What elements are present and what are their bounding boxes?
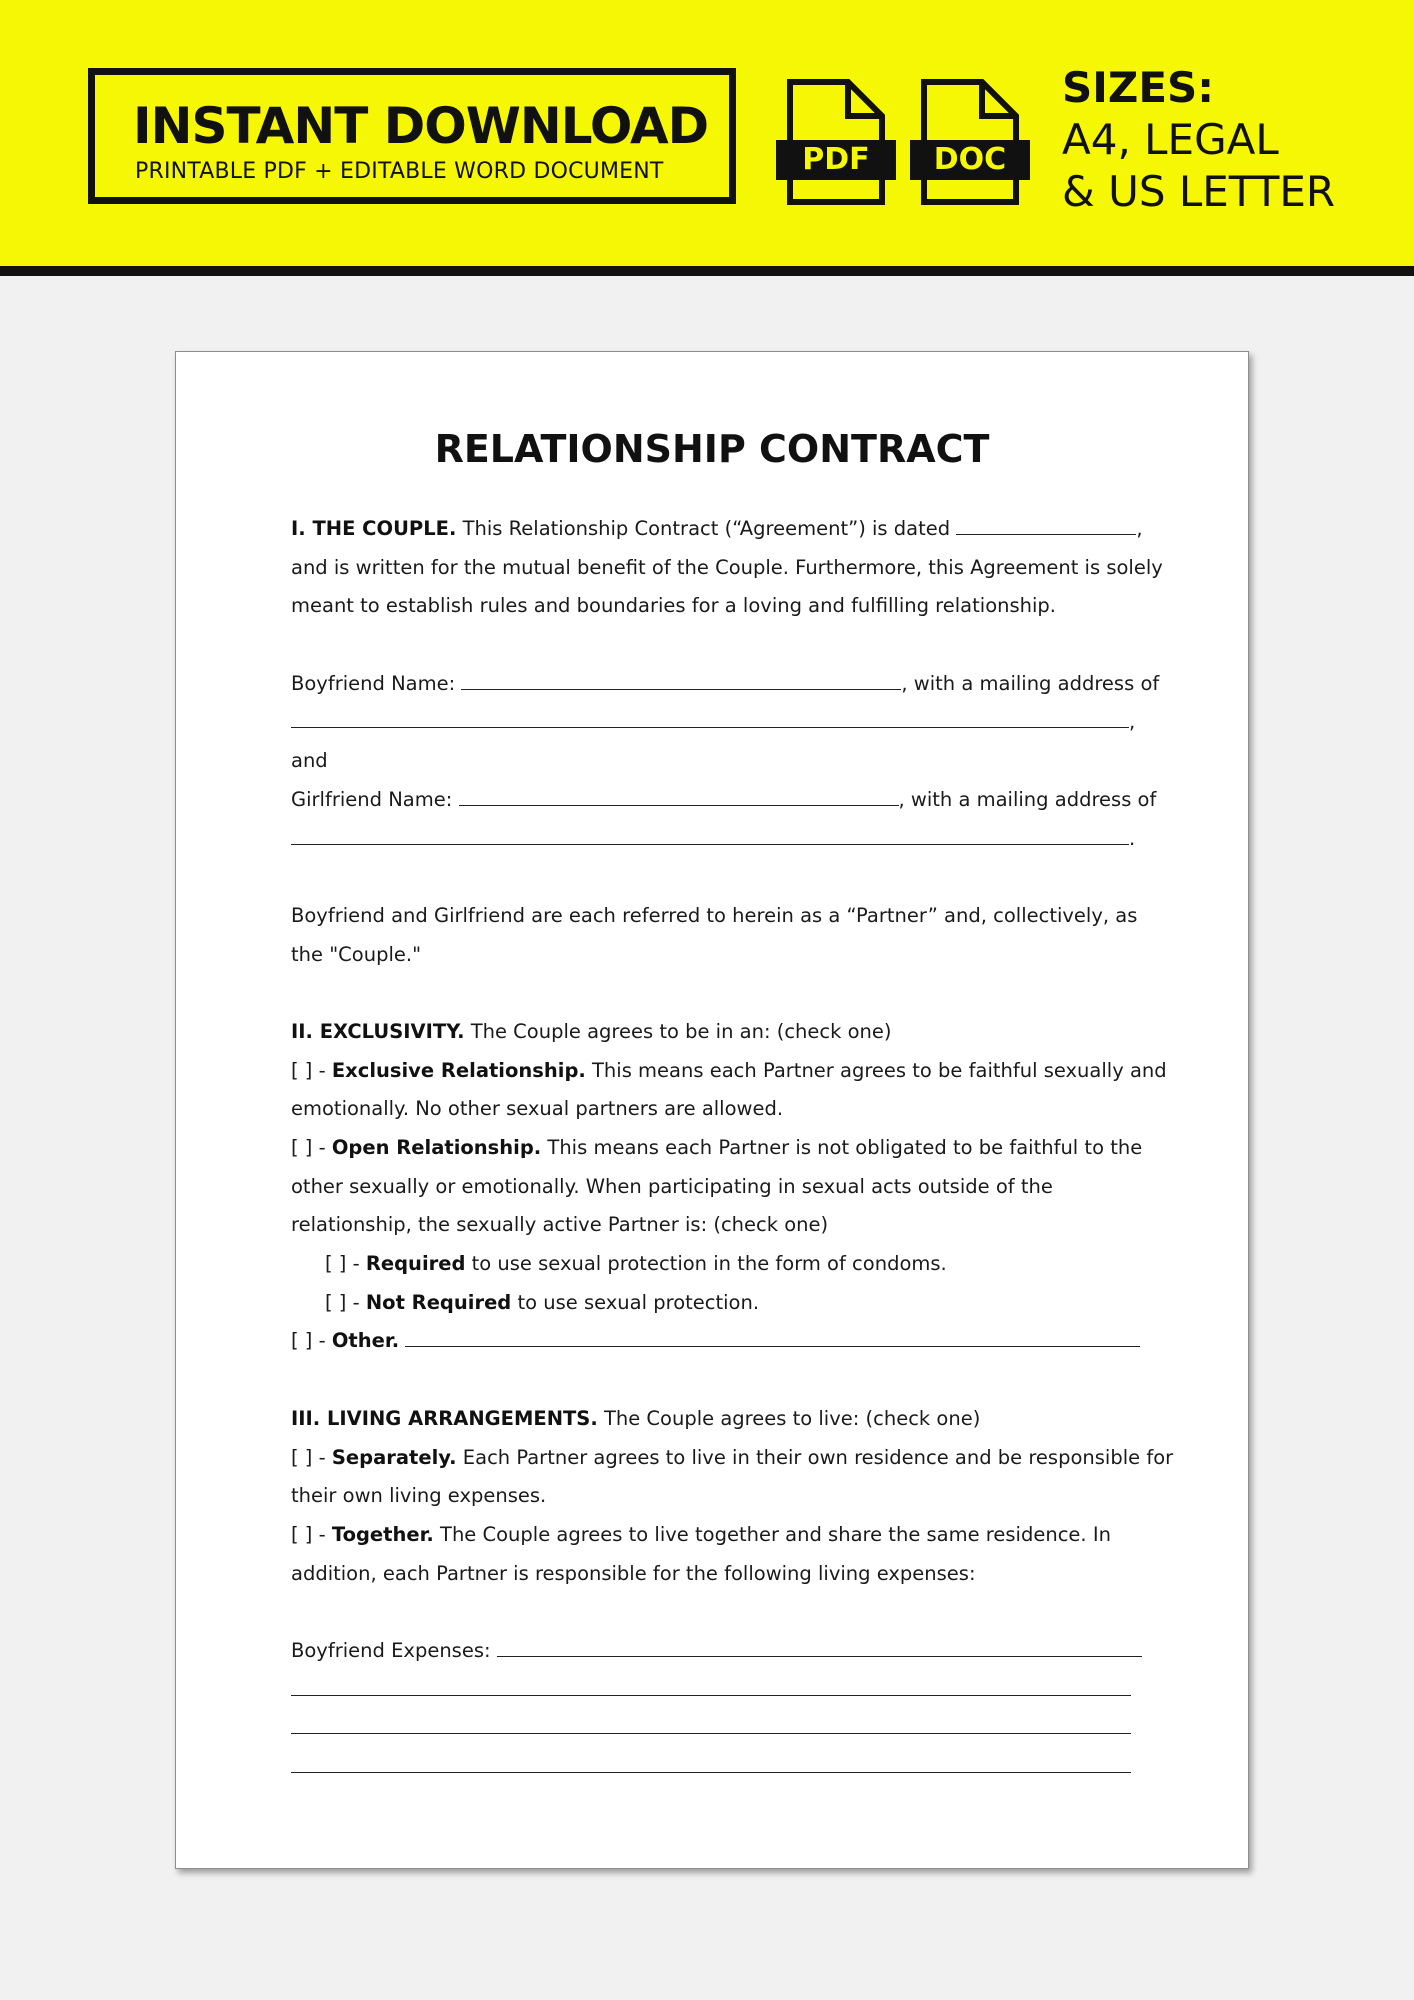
expenses-line-2: [291, 1671, 1141, 1710]
open-text-3: relationship, the sexually active Partner is: (check one): [291, 1213, 829, 1237]
girlfriend-address-blank[interactable]: [291, 824, 1129, 845]
expenses-blank-3[interactable]: [291, 1713, 1131, 1734]
boyfriend-expenses-blank[interactable]: [497, 1636, 1142, 1657]
section-1-heading: I. THE COUPLE.: [291, 517, 457, 540]
other-blank[interactable]: [405, 1326, 1140, 1347]
separately-checkbox[interactable]: [ ] -: [291, 1445, 326, 1469]
together-text-2: addition, each Partner is responsible for the following living expenses:: [291, 1561, 976, 1585]
sizes-info: [1062, 62, 1335, 218]
other-checkbox[interactable]: [ ] -: [291, 1329, 326, 1353]
exclusive-option: [ ] - Exclusive Relationship. This means each Partner agrees to be faithful sexually and: [291, 1058, 1167, 1082]
girlfriend-address-line: .: [291, 820, 1141, 859]
instant-download-subtitle: PRINTABLE PDF + EDITABLE WORD DOCUMENT: [135, 159, 664, 184]
document-page: [175, 351, 1249, 1869]
together-option: [ ] - Together. The Couple agrees to live together and share the same residence. In: [291, 1522, 1111, 1546]
open-checkbox[interactable]: [ ] -: [291, 1136, 326, 1159]
pdf-label: PDF: [776, 140, 896, 180]
couple-line-3: meant to establish rules and boundaries for a loving and fulfilling relationship.: [291, 594, 1056, 618]
sizes-line-1: A4, LEGAL: [1062, 115, 1279, 164]
expenses-blank-2[interactable]: [291, 1675, 1131, 1696]
promo-banner: [0, 0, 1414, 276]
exclusivity-heading-line: II. EXCLUSIVITY. The Couple agrees to be in an: (check one): [291, 1019, 892, 1043]
expenses-line-4: [291, 1748, 1141, 1787]
boyfriend-name-line: Boyfriend Name: , with a mailing address of: [291, 665, 1141, 704]
couple-line-2: and is written for the mutual benefit of the Couple. Furthermore, this Agreement is solely: [291, 555, 1163, 579]
required-option: [ ] - Required to use sexual protection in the form of condoms.: [325, 1252, 947, 1276]
required-checkbox[interactable]: [ ] -: [325, 1252, 360, 1276]
partner-definition-2: the "Couple.": [291, 942, 422, 966]
boyfriend-name-blank[interactable]: [461, 669, 901, 690]
expenses-blank-4[interactable]: [291, 1752, 1131, 1773]
girlfriend-name-blank[interactable]: [459, 785, 899, 806]
sizes-heading: SIZES:: [1062, 63, 1215, 112]
separately-text-2: their own living expenses.: [291, 1484, 547, 1508]
exclusive-checkbox[interactable]: [ ] -: [291, 1058, 326, 1082]
boyfriend-address-blank[interactable]: [291, 707, 1129, 728]
instant-download-title: INSTANT DOWNLOAD: [133, 97, 709, 155]
separately-option: [ ] - Separately. Each Partner agrees to live in their own residence and be responsible for: [291, 1445, 1174, 1469]
other-option: [ ] - Other.: [291, 1322, 1141, 1361]
couple-line-1: I. THE COUPLE. This Relationship Contract (“Agreement”) is dated ,: [291, 510, 1141, 549]
open-option: [ ] - Open Relationship. This means each Partner is not obligated to be faithful to the: [291, 1136, 1143, 1159]
instant-download-box: [88, 68, 736, 204]
sizes-line-2: & US LETTER: [1062, 167, 1336, 216]
document-body: [291, 510, 1174, 1787]
living-heading-line: III. LIVING ARRANGEMENTS. The Couple agrees to live: (check one): [291, 1406, 981, 1430]
pdf-file-icon: [776, 78, 896, 206]
boyfriend-expenses-line: Boyfriend Expenses:: [291, 1632, 1141, 1671]
partner-definition-1: Boyfriend and Girlfriend are each referred to herein as a “Partner” and, collectively, as: [291, 903, 1138, 927]
girlfriend-name-line: Girlfriend Name: , with a mailing address of: [291, 781, 1141, 820]
expenses-line-3: [291, 1709, 1141, 1748]
and-text: and: [291, 749, 328, 773]
not-required-checkbox[interactable]: [ ] -: [325, 1290, 360, 1314]
doc-file-icon: [910, 78, 1030, 206]
date-blank[interactable]: [956, 514, 1136, 535]
doc-label: DOC: [910, 140, 1030, 180]
section-3-heading: III. LIVING ARRANGEMENTS.: [291, 1406, 598, 1430]
together-checkbox[interactable]: [ ] -: [291, 1522, 326, 1546]
section-2-heading: II. EXCLUSIVITY.: [291, 1019, 465, 1043]
not-required-option: [ ] - Not Required to use sexual protection.: [325, 1290, 760, 1314]
document-title: RELATIONSHIP CONTRACT: [434, 427, 990, 471]
boyfriend-address-line: ,: [291, 703, 1141, 742]
exclusive-text-2: emotionally. No other sexual partners are allowed.: [291, 1097, 784, 1121]
open-text-2: other sexually or emotionally. When participating in sexual acts outside of the: [291, 1174, 1053, 1198]
